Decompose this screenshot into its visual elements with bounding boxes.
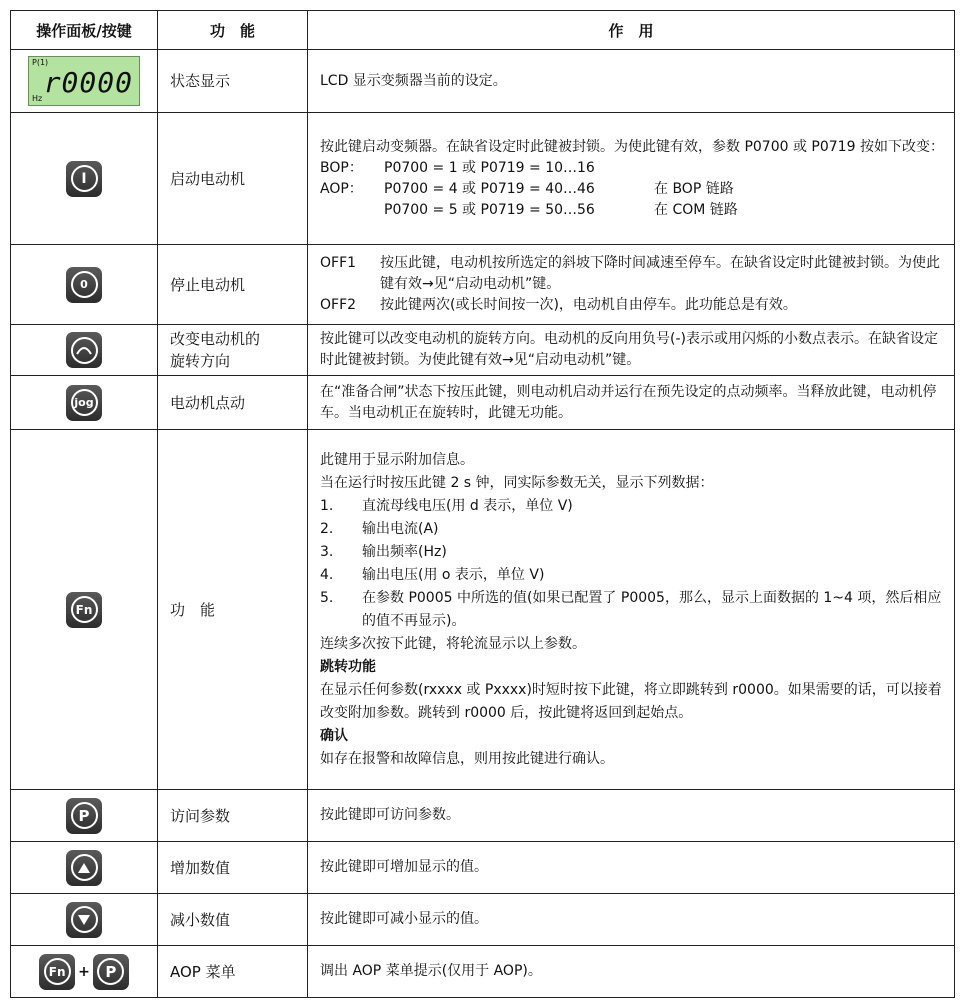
jump-function-text: 在显示任何参数(rxxxx 或 Pxxxx)时短时按下此键，将立即跳转到 r0000。如果需要的话，可以接着改变附加参数。跳转到 r0000 后，按此键将返回到起始点。 [320,681,942,721]
effect-text: LCD 显示变频器当前的设定。 [308,50,955,113]
effect-text: 按此键即可访问参数。 [308,790,955,842]
function-label-line1: 改变电动机的 [170,330,261,348]
list-item: 输出电压(用 o 表示，单位 V) [362,566,545,583]
access-parameter-button[interactable] [66,798,102,834]
table-row [11,430,955,790]
function-label: 功 能 [158,430,308,790]
function-label: 启动电动机 [158,113,308,245]
function-label-line2: 旋转方向 [170,352,231,370]
header-function: 功 能 [158,11,308,50]
plus-sign: + [78,963,90,980]
header-effect: 作 用 [308,11,955,50]
function-label: 增加数值 [158,842,308,894]
table-row [11,245,955,325]
lcd-display [28,56,140,106]
header-panel-key: 操作面板/按键 [11,11,158,50]
lcd-value: r0000 [43,66,133,99]
fn-icon: Fn [44,958,71,985]
effect-text: 按此键即可减小显示的值。 [308,894,955,946]
list-number: 3. [320,543,334,560]
lcd-parameter-label: P(1) [32,58,49,67]
table-row [11,325,955,376]
jump-function-title: 跳转功能 [320,658,376,675]
stop-icon: 0 [71,271,98,298]
start-icon: I [71,165,98,192]
stop-motor-button[interactable] [66,267,102,303]
rotation-arc-icon [75,345,93,355]
function-label: 访问参数 [158,790,308,842]
off2-text: 按此键两次(或长时间按一次)，电动机自由停车。此功能总是有效。 [380,297,797,313]
function-label: 停止电动机 [158,245,308,325]
aop-label: AOP： [320,180,363,197]
aop-location-1: 在 BOP 链路 [654,180,734,197]
aop-location-2: 在 COM 链路 [654,201,738,218]
table-row [11,50,955,113]
off2-label: OFF2 [320,297,357,313]
function-label: 减小数值 [158,894,308,946]
effect-text: 在“准备合闸”状态下按压此键，则电动机启动并运行在预先设定的点动频率。当释放此键，电动机停车。当电动机正在旋转时，此键无功能。 [308,376,955,430]
effect-text: 调出 AOP 菜单提示(仅用于 AOP)。 [308,946,955,998]
table-row [11,842,955,894]
fn-button[interactable] [39,954,75,990]
off1-label: OFF1 [320,255,357,271]
list-item: 输出频率(Hz) [362,543,447,560]
aop-setting-1: P0700 = 4 或 P0719 = 40…46 [384,180,595,197]
list-item: 直流母线电压(用 d 表示，单位 V) [362,497,573,514]
list-item: 输出电流(A) [362,520,439,537]
fn-line-3: 连续多次按下此键，将轮流显示以上参数。 [320,635,586,652]
confirm-title: 确认 [320,727,348,744]
bop-label: BOP： [320,159,363,176]
effect-text: 按此键即可增加显示的值。 [308,842,955,894]
table-row [11,113,955,245]
down-arrow-icon [77,914,91,926]
jog-icon: jog [71,389,98,416]
list-number: 5. [320,589,334,606]
access-parameter-button[interactable] [93,954,129,990]
table-row [11,790,955,842]
reverse-direction-button[interactable] [66,332,102,368]
fn-line-2: 当在运行时按压此键 2 s 钟，同实际参数无关，显示下列数据： [320,474,714,491]
start-motor-button[interactable] [66,161,102,197]
increase-value-button[interactable] [66,850,102,886]
function-label: AOP 菜单 [158,946,308,998]
list-item: 在参数 P0005 中所选的值(如果已配置了 P0005，那么，显示上面数据的 1~4 项，然后相应的值不再显示)。 [362,589,942,629]
fn-line-1: 此键用于显示附加信息。 [320,451,474,468]
fn-icon: Fn [71,596,98,623]
jog-button[interactable] [66,385,102,421]
fn-button[interactable] [66,592,102,628]
bop-setting: P0700 = 1 或 P0719 = 10…16 [384,159,595,176]
table-row [11,946,955,998]
p-icon: P [97,958,124,985]
aop-setting-2: P0700 = 5 或 P0719 = 50…56 [384,201,595,218]
list-number: 4. [320,566,334,583]
confirm-text: 如存在报警和故障信息，则用按此键进行确认。 [320,750,614,767]
key-function-table [10,10,955,998]
table-row [11,376,955,430]
function-label: 状态显示 [158,50,308,113]
table-row [11,894,955,946]
decrease-value-button[interactable] [66,902,102,938]
list-number: 1. [320,497,334,514]
function-label: 电动机点动 [158,376,308,430]
effect-text: 按此键可以改变电动机的旋转方向。电动机的反向用负号(-)表示或用闪烁的小数点表示。在缺省设定时此键被封锁。为使此键有效→见“启动电动机”键。 [308,325,955,376]
lcd-unit: Hz [32,94,43,103]
p-icon: P [71,802,98,829]
effect-text: 按此键启动变频器。在缺省设定时此键被封锁。为使此键有效，参数 P0700 或 P0719 按如下改变： [320,138,944,155]
up-arrow-icon [77,862,91,874]
table-header-row [11,11,955,50]
list-number: 2. [320,520,334,537]
off1-text: 按压此键，电动机按所选定的斜坡下降时间减速至停车。在缺省设定时此键被封锁。为使此键有效→见“启动电动机”键。 [380,255,940,292]
